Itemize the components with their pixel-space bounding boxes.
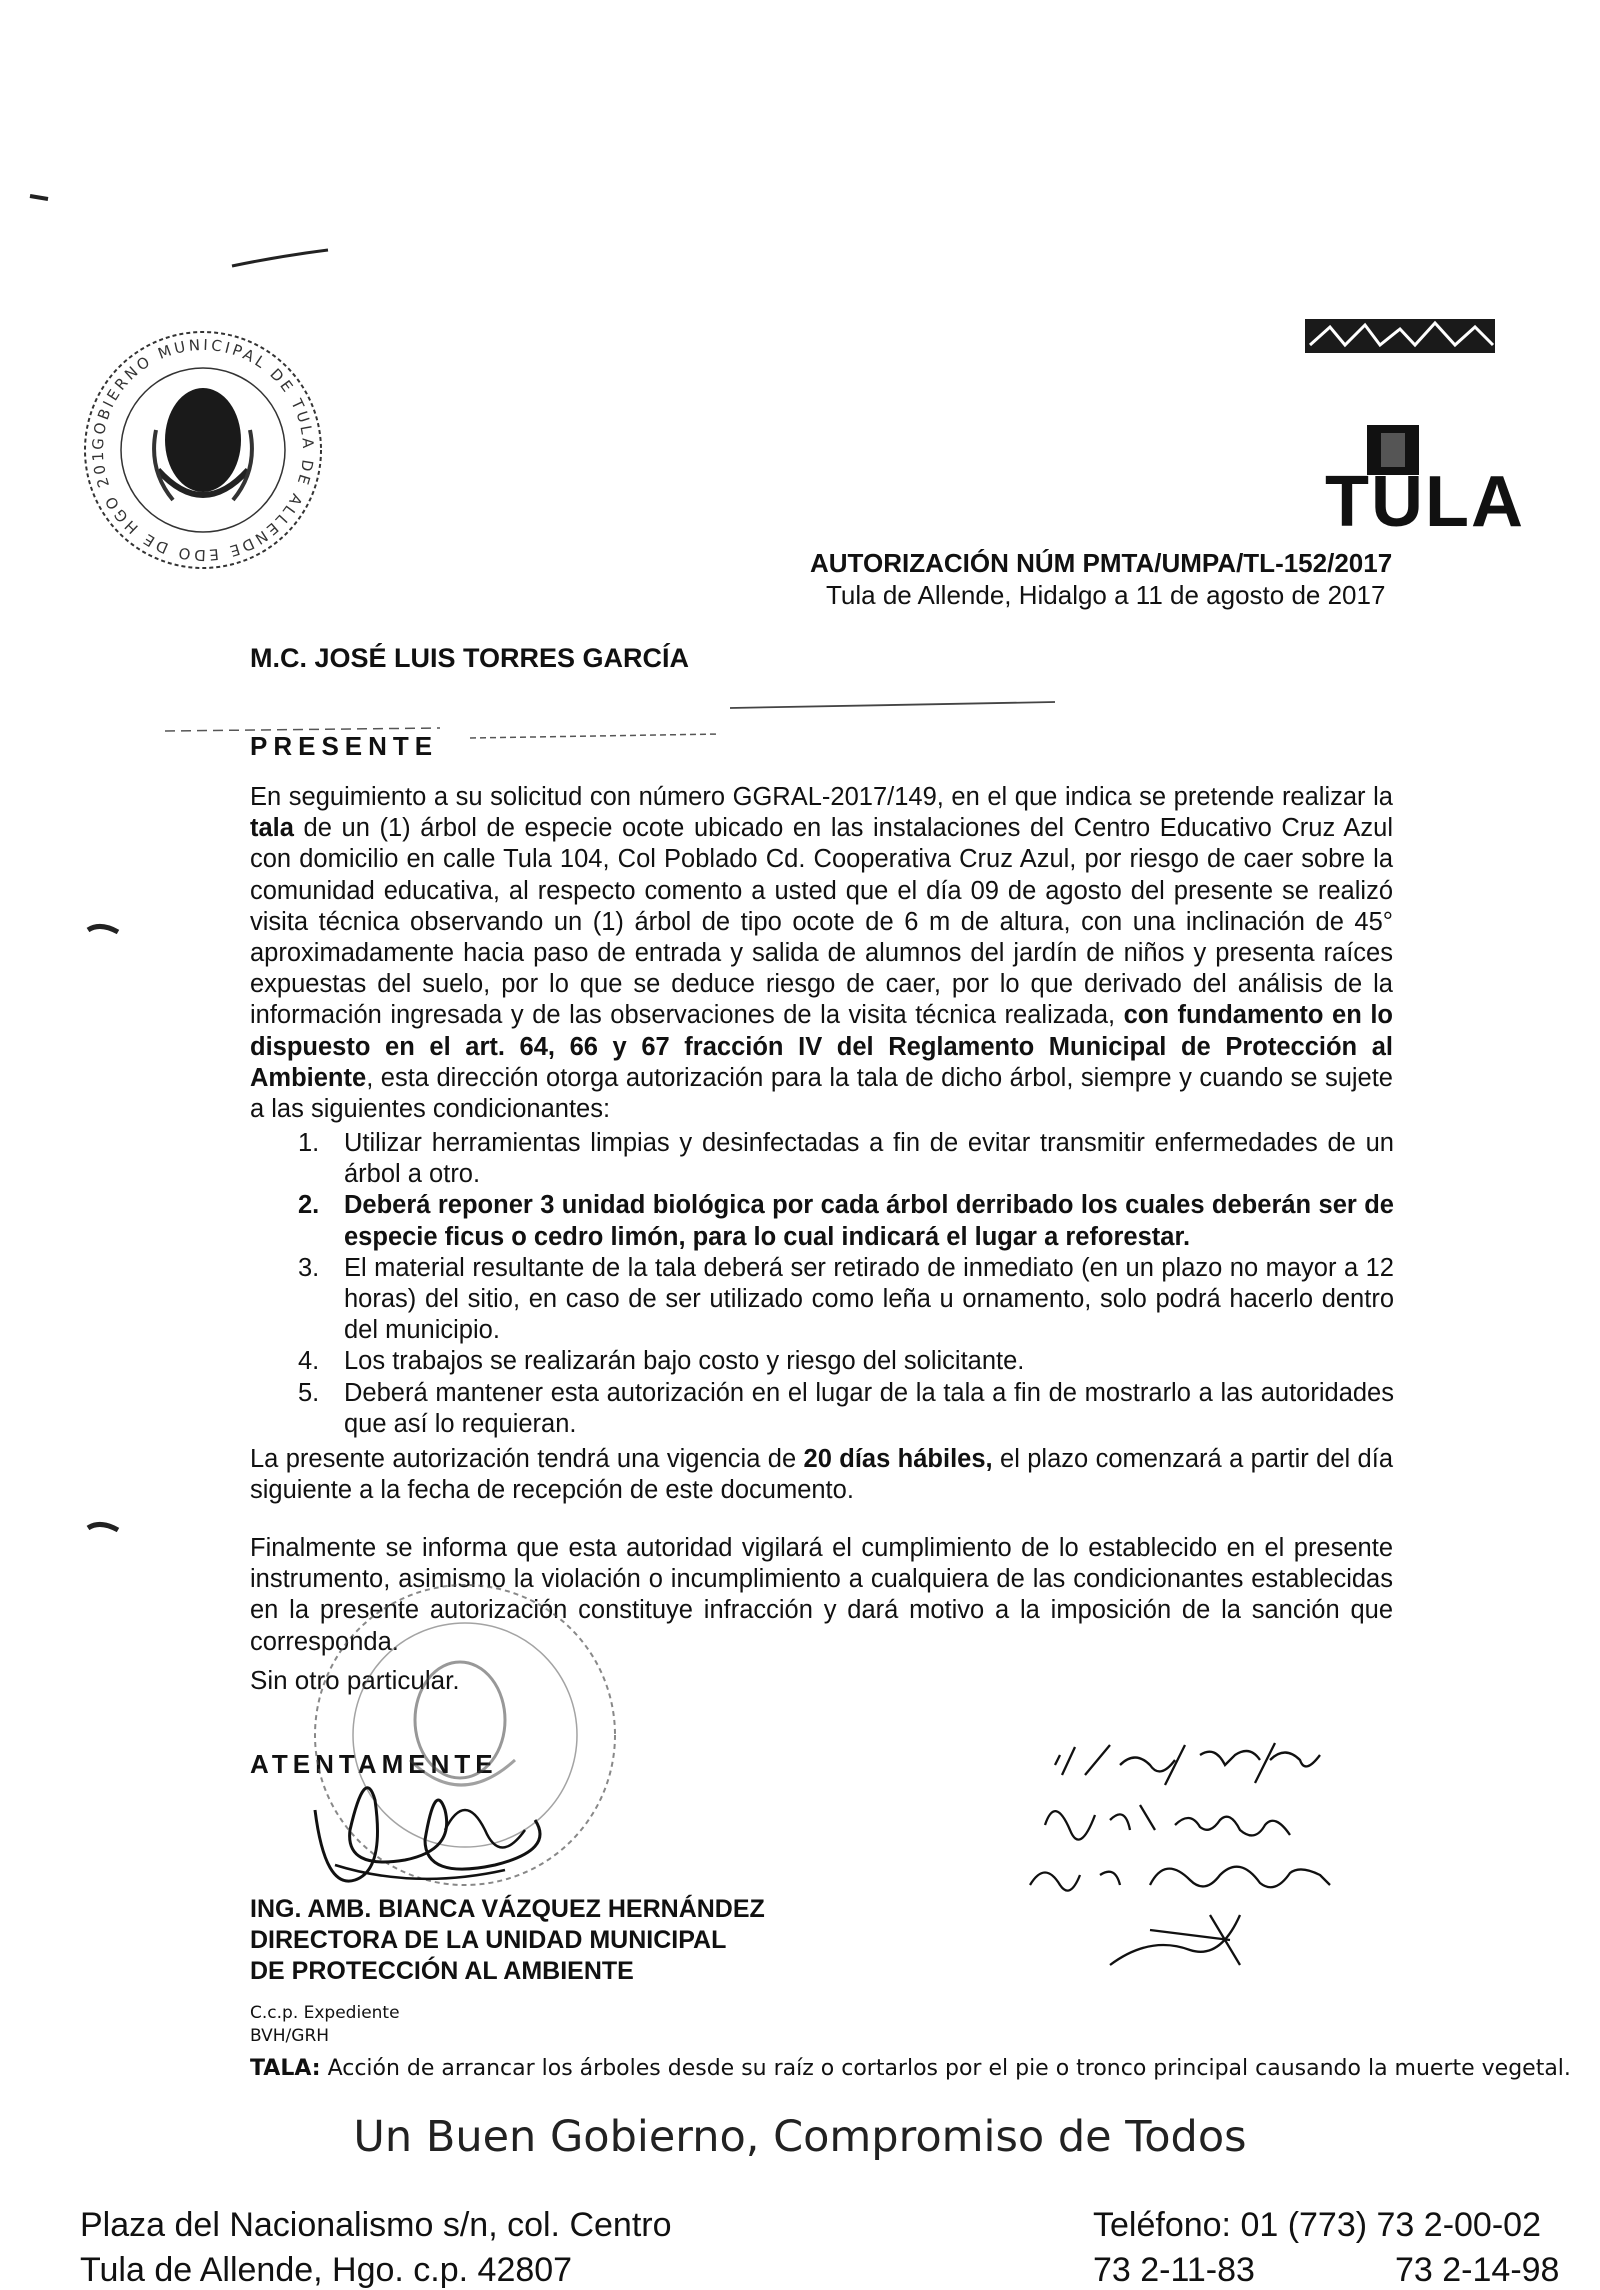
condition-text: El material resultante de la tala deberá ser retirado de inmediato (en un plazo no mayor a 12 horas) del sitio, en caso de ser utilizado como leña u ornamento, solo podrá hacerlo dentro del municipio. [344,1253,1394,1345]
body-paragraph-3: Finalmente se informa que esta autoridad vigilará el cumplimiento de lo establecido en el presente instrumento, asimismo la violación o incumplimiento a cualquiera de las condicionantes establecidas en la presente autorización constituye infracción y dará motivo a la imposición de la sanción que corresponda. [250,1534,1393,1656]
p2-text-c: el plazo comenzará a partir del día siguiente a la fecha de recepción de este documento. [250,1445,1393,1505]
p1-text-e: , esta dirección otorga autorización para la tala de dicho árbol, siempre y cuando se sujete a las siguientes condicionantes: [250,1063,1393,1124]
footer-address-2: Tula de Allende, Hgo. c.p. 42807 [80,2251,573,2289]
condition-text: Los trabajos se realizarán bajo costo y riesgo del solicitante. [344,1347,1025,1376]
seal-text: GOBIERNO MUNICIPAL DE TULA DE ALLENDE EDO DE HGO 201 [88,335,318,565]
condition-item [298,1128,1394,1190]
signatory-block [250,1894,765,1987]
initials-line: BVH/GRH [250,2026,330,2046]
atentamente: ATENTAMENTE [250,1749,498,1779]
municipal-seal [78,320,328,580]
footer-slogan: Un Buen Gobierno, Compromiso de Todos [353,2112,1247,2162]
p1-text-c: de un (1) árbol de especie ocote ubicado en las instalaciones del Centro Educativo Cruz Azul con domicilio en calle Tula 104, Col Poblado Cd. Cooperativa Cruz Azul, por riesgo de caer sobre la comunidad educativa, al respecto comento a usted que el día 09 de agosto del presente se realizó visita técnica observando un (1) árbol de tipo ocote de 6 m de altura, con una inclinación de 45° aproximadamente hacia paso de entrada y salida de alumnos del jardín de niños y presenta raíces expuestas del suelo, por lo que se deduce riesgo de caer, por lo que derivado del análisis de la información ingresada y de las observaciones de la visita técnica realizada, [250,814,1393,1030]
ccp-line: C.c.p. Expediente [250,2003,400,2023]
body-paragraph-2 [250,1444,1393,1506]
salutation: PRESENTE [250,731,439,761]
condition-item [298,1253,1394,1347]
condition-text: Deberá reponer 3 unidad biológica por cada árbol derribado los cuales deberán ser de especie ficus o cedro limón, para lo cual indicará el lugar a reforestar. [344,1191,1394,1251]
condition-text: Utilizar herramientas limpias y desinfectadas a fin de evitar transmitir enfermedades de un árbol a otro. [344,1129,1394,1189]
condition-number: 4. [298,1347,320,1376]
p2-text-a: La presente autorización tendrá una vigencia de [250,1445,804,1473]
condition-text: Deberá mantener esta autorización en el lugar de la tala a fin de mostrarlo a las autoridades que así lo requieran. [344,1378,1394,1438]
tala-label: TALA: [250,2056,321,2081]
recipient-name: M.C. JOSÉ LUIS TORRES GARCÍA [250,643,690,673]
footer-phone-2: 73 2-11-83 [1093,2251,1255,2289]
place-date: Tula de Allende, Hidalgo a 11 de agosto de 2017 [826,580,1386,610]
footer-address-1: Plaza del Nacionalismo s/n, col. Centro [80,2206,672,2244]
tala-definition [250,2056,1571,2081]
condition-item [298,1190,1394,1252]
condition-item [298,1378,1394,1440]
body-paragraph-1 [250,782,1393,1125]
copy-block [250,2002,400,2048]
seal-icon [78,320,328,580]
p1-text-tala: tala [250,814,294,843]
footer-phone-1: Teléfono: 01 (773) 73 2-00-02 [1093,2206,1541,2244]
handwritten-receipt-note [1000,1735,1380,1975]
closing-line: Sin otro particular. [250,1665,460,1695]
signatory-name: ING. AMB. BIANCA VÁZQUEZ HERNÁNDEZ [250,1895,765,1923]
logo-band-icon [1305,315,1495,357]
condition-number: 1. [298,1129,320,1157]
authorization-number: AUTORIZACIÓN NÚM PMTA/UMPA/TL-152/2017 [810,548,1393,578]
signatory-title-1: DIRECTORA DE LA UNIDAD MUNICIPAL [250,1926,727,1954]
footer-phone-3: 73 2-14-98 [1395,2251,1560,2289]
tula-logo [1305,315,1525,550]
signatory-title-2: DE PROTECCIÓN AL AMBIENTE [250,1957,634,1985]
condition-number: 5. [298,1378,320,1407]
logo-word: TULA [1325,462,1525,542]
condition-number: 2. [298,1191,320,1220]
condition-item [298,1346,1394,1377]
condition-number: 3. [298,1253,320,1282]
p1-text-a: En seguimiento a su solicitud con número GGRAL-2017/149, en el que indica se pretende realizar la [250,783,1393,811]
p1-legal-basis: con fundamento en lo dispuesto en el art. 64, 66 y 67 fracción IV del Reglamento Municipal de Protección al Ambiente [250,1001,1393,1092]
conditions-list [298,1128,1394,1440]
tala-text: Acción de arrancar los árboles desde su raíz o cortarlos por el pie o tronco principal causando la muerte vegetal. [320,2056,1571,2081]
p2-validity: 20 días hábiles, [803,1445,993,1473]
handwriting-icon [1000,1735,1380,1975]
